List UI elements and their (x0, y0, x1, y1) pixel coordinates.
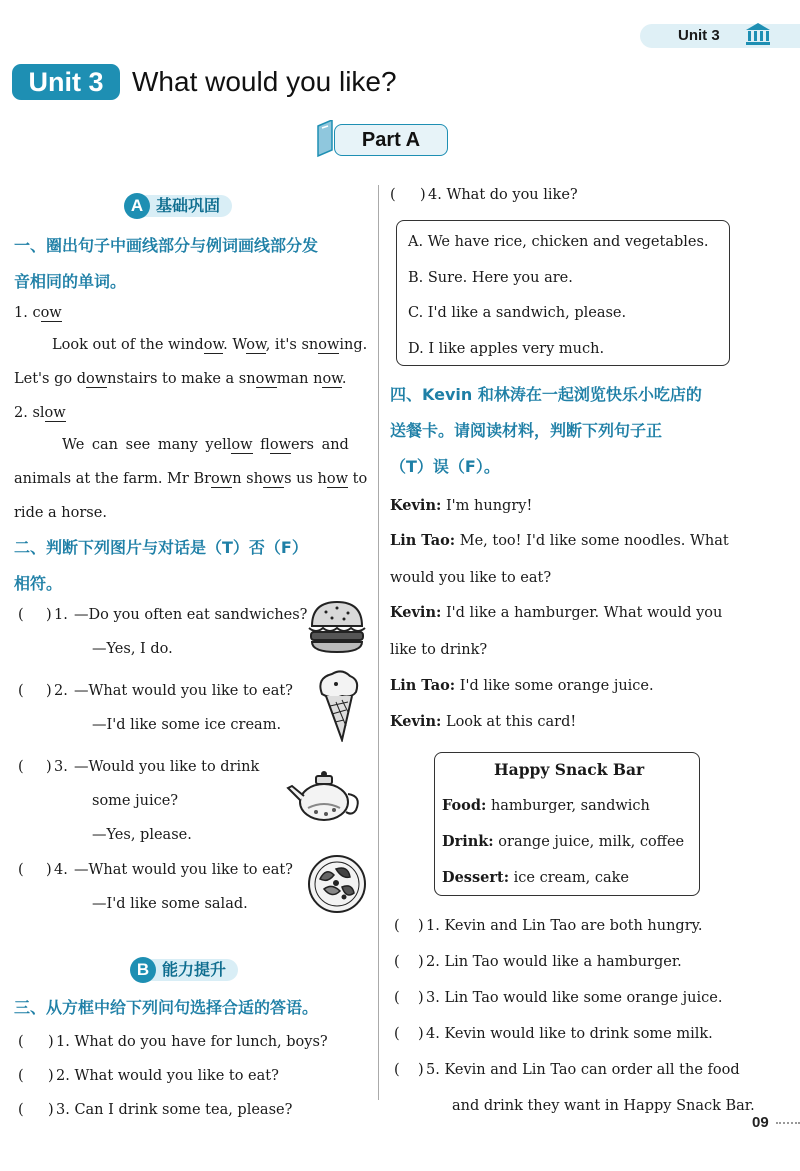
menu-key: Food: (442, 797, 487, 814)
answer-paren-close: ) (46, 607, 52, 623)
q2-item-line-a: —What would you like to eat? (74, 862, 293, 878)
menu-value: hamburger, sandwich (490, 798, 650, 814)
q2-item-num: 3. (54, 759, 68, 775)
q2-item-line-a: —Do you often eat sandwiches? (74, 607, 308, 623)
answer-paren-open[interactable]: ( (394, 990, 400, 1006)
unit-badge: Unit 3 (12, 64, 120, 100)
utterance: I'd like a hamburger. What would you (445, 605, 723, 621)
q2-item-num: 4. (54, 862, 68, 878)
dialog-line-cont: would you like to eat? (390, 570, 552, 586)
q3-question: 1. What do you have for lunch, boys? (56, 1034, 328, 1050)
option-c: C. I'd like a sandwich, please. (408, 305, 627, 321)
part-label: Part A (334, 124, 448, 156)
answer-paren-open[interactable]: ( (18, 759, 24, 775)
menu-card-row (442, 796, 650, 816)
q1-item2-line1: We can see many yellow flowers and (62, 437, 349, 453)
q2-item-num: 1. (54, 607, 68, 623)
q3-question: 2. What would you like to eat? (56, 1068, 279, 1084)
speaker: Kevin: (390, 604, 442, 621)
q4-statement: 2. Lin Tao would like a hamburger. (426, 954, 682, 970)
q1-item2-line2: animals at the farm. Mr Brown shows us how to (14, 471, 368, 487)
utterance: I'd like some orange juice. (459, 678, 654, 694)
header-unit-label: Unit 3 (678, 27, 720, 44)
dialog-line (390, 531, 729, 551)
answer-paren-close: ) (48, 1102, 54, 1118)
ice-cream-icon (312, 668, 362, 742)
q2-title-line1: 二、判断下列图片与对话是（T）否（F） (14, 538, 308, 557)
salad-icon (306, 853, 368, 915)
speaker: Lin Tao: (390, 532, 456, 549)
speaker: Kevin: (390, 497, 442, 514)
dialog-line-cont: like to drink? (390, 642, 488, 658)
section-letter: B (130, 957, 156, 983)
q1-title-line2: 音相同的单词。 (14, 272, 127, 291)
answer-paren-close: ) (418, 1062, 424, 1078)
answer-paren-open[interactable]: ( (394, 954, 400, 970)
q2-item-line-a: —What would you like to eat? (74, 683, 293, 699)
q1-item2-label: 2. slow (14, 405, 66, 421)
q2-item-line-b: —Yes, please. (92, 827, 192, 843)
utterance: Look at this card! (445, 714, 577, 730)
q4-statement: 5. Kevin and Lin Tao can order all the food (426, 1062, 740, 1078)
answer-paren-open[interactable]: ( (18, 683, 24, 699)
q4-title-line2: 送餐卡。请阅读材料，判断下列句子正 (390, 421, 663, 440)
menu-card-row (442, 868, 629, 888)
page-dots (776, 1122, 800, 1126)
dialog-line (390, 712, 576, 732)
q1-title-line1: 一、圈出句子中画线部分与例词画线部分发 (14, 236, 319, 255)
answer-paren-close: ) (418, 990, 424, 1006)
teapot-icon (286, 770, 364, 824)
q2-item-num: 2. (54, 683, 68, 699)
q2-item-line-b: —Yes, I do. (92, 641, 173, 657)
q2-item-line-b: —I'd like some salad. (92, 896, 248, 912)
q1-item1-label: 1. cow (14, 305, 62, 321)
q3-question: 3. Can I drink some tea, please? (56, 1102, 293, 1118)
q2-title-line2: 相符。 (14, 574, 63, 593)
answer-paren-close: ) (46, 862, 52, 878)
speaker: Lin Tao: (390, 677, 456, 694)
answer-paren-open[interactable]: ( (394, 918, 400, 934)
q1-item1-line1: Look out of the window. Wow, it's snowing. (52, 337, 368, 353)
q4-title-line1: 四、Kevin 和林涛在一起浏览快乐小吃店的 (390, 385, 702, 404)
utterance: Me, too! I'd like some noodles. What (459, 533, 729, 549)
answer-paren-close: ) (48, 1068, 54, 1084)
q2-item-line-b: —I'd like some ice cream. (92, 717, 282, 733)
q2-item-line-a2: some juice? (92, 793, 179, 809)
answer-paren-open[interactable]: ( (18, 862, 24, 878)
dialog-line (390, 496, 532, 516)
answer-paren-open[interactable]: ( (394, 1062, 400, 1078)
speaker: Kevin: (390, 713, 442, 730)
answer-paren-close: ) (418, 918, 424, 934)
page-title: What would you like? (132, 66, 397, 97)
option-d: D. I like apples very much. (408, 341, 605, 357)
answer-paren-open[interactable]: ( (18, 1034, 24, 1050)
option-a: A. We have rice, chicken and vegetables. (408, 234, 709, 250)
menu-card-title: Happy Snack Bar (494, 760, 645, 779)
q4-statement: 3. Lin Tao would like some orange juice. (426, 990, 723, 1006)
hamburger-icon (306, 598, 368, 656)
answer-paren-close: ) (46, 683, 52, 699)
q1-item2-line3: ride a horse. (14, 505, 107, 521)
dialog-line (390, 676, 654, 696)
section-label: 基础巩固 (142, 195, 232, 217)
section-label: 能力提升 (148, 959, 238, 981)
section-letter: A (124, 193, 150, 219)
q1-item1-line2: Let's go downstairs to make a snowman now. (14, 371, 347, 387)
menu-value: ice cream, cake (513, 870, 629, 886)
q4-statement-cont: and drink they want in Happy Snack Bar. (452, 1098, 755, 1114)
answer-paren-open[interactable]: ( (18, 1102, 24, 1118)
q3-question: 4. What do you like? (428, 187, 578, 203)
dialog-line (390, 603, 722, 623)
q3-title: 三、从方框中给下列问句选择合适的答语。 (14, 998, 319, 1017)
option-b: B. Sure. Here you are. (408, 270, 573, 286)
menu-key: Drink: (442, 833, 494, 850)
answer-paren-close: ) (46, 759, 52, 775)
answer-paren-open[interactable]: ( (390, 187, 396, 203)
museum-icon (744, 20, 772, 48)
menu-value: orange juice, milk, coffee (498, 834, 685, 850)
answer-paren-close: ) (418, 1026, 424, 1042)
answer-paren-close: ) (420, 187, 426, 203)
page-number: 09 (752, 1114, 769, 1131)
answer-paren-open[interactable]: ( (18, 607, 24, 623)
answer-paren-open[interactable]: ( (394, 1026, 400, 1042)
column-divider (378, 185, 379, 1100)
answer-paren-close: ) (418, 954, 424, 970)
q4-statement: 1. Kevin and Lin Tao are both hungry. (426, 918, 703, 934)
q4-title-line3: （T）误（F）。 (390, 457, 500, 476)
menu-card-row (442, 832, 684, 852)
header-bar (640, 24, 800, 48)
q2-item-line-a: —Would you like to drink (74, 759, 260, 775)
utterance: I'm hungry! (445, 498, 533, 514)
q4-statement: 4. Kevin would like to drink some milk. (426, 1026, 713, 1042)
answer-paren-close: ) (48, 1034, 54, 1050)
answer-paren-open[interactable]: ( (18, 1068, 24, 1084)
menu-key: Dessert: (442, 869, 510, 886)
